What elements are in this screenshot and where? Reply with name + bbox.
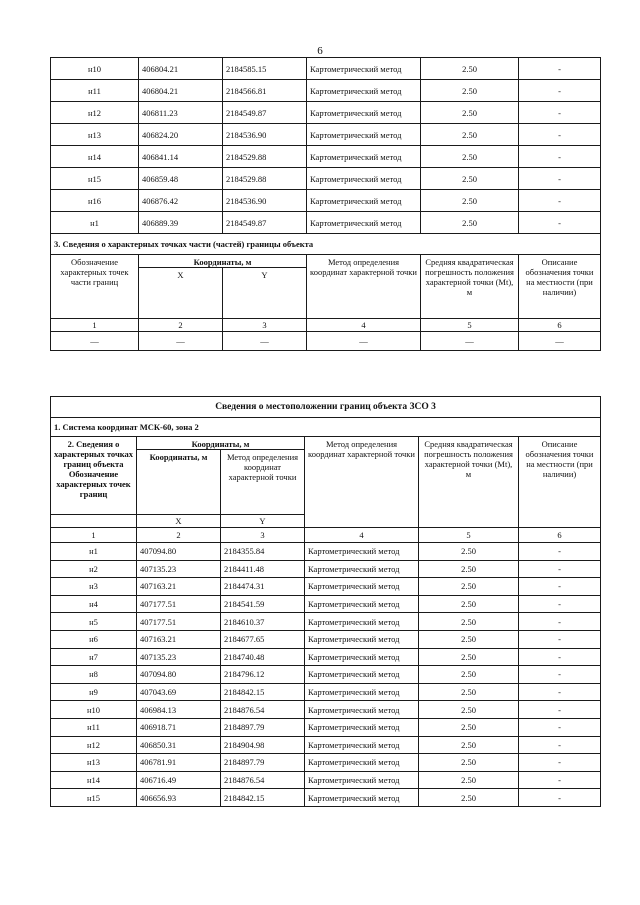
coord-y: 2184585.15 (223, 58, 307, 80)
description: - (519, 754, 601, 772)
accuracy: 2.50 (421, 168, 519, 190)
coord-y: 2184474.31 (221, 578, 305, 596)
point-designation: н14 (51, 146, 139, 168)
col-number: 2 (137, 528, 221, 543)
zso3-title: Сведения о местоположении границ объекта ЗСО 3 (51, 397, 601, 418)
table-row (51, 736, 601, 754)
table-row (51, 58, 601, 80)
method: Картометрический метод (307, 58, 421, 80)
coord-y: 2184842.15 (221, 789, 305, 807)
point-designation: н2 (51, 560, 137, 578)
header-section2: 2. Сведения о характерных точках границ объекта Обозначение характерных точек границ (51, 437, 137, 515)
header-x: X (137, 515, 221, 528)
col-number: 6 (519, 528, 601, 543)
header-coordinates: Координаты, м (137, 437, 305, 450)
coord-y: 2184529.88 (223, 168, 307, 190)
coord-x: 406811.23 (139, 102, 223, 124)
description: - (519, 666, 601, 684)
table-row (51, 683, 601, 701)
coord-y: 2184549.87 (223, 212, 307, 234)
header-y: Y (223, 268, 307, 319)
coordinate-system: 1. Система координат МСК-60, зона 2 (51, 418, 601, 437)
coord-x: 406859.48 (139, 168, 223, 190)
table-row (51, 630, 601, 648)
accuracy: 2.50 (419, 560, 519, 578)
coord-x: 407163.21 (137, 578, 221, 596)
col-number: 5 (421, 319, 519, 332)
method: Картометрический метод (305, 648, 419, 666)
point-designation: н15 (51, 168, 139, 190)
coord-x: 406876.42 (139, 190, 223, 212)
description: - (519, 168, 601, 190)
coord-y: 2184842.15 (221, 683, 305, 701)
header-description: Описание обозначения точки на местности (при наличии) (519, 437, 601, 528)
table-row (51, 718, 601, 736)
accuracy: 2.50 (421, 124, 519, 146)
description: - (519, 560, 601, 578)
accuracy: 2.50 (419, 754, 519, 772)
description: - (519, 736, 601, 754)
zso3-boundaries-table (50, 396, 601, 807)
accuracy: 2.50 (419, 666, 519, 684)
description: - (519, 648, 601, 666)
coord-y: 2184411.48 (221, 560, 305, 578)
method: Картометрический метод (307, 80, 421, 102)
point-designation: н1 (51, 212, 139, 234)
coord-x: 407043.69 (137, 683, 221, 701)
header-method: Метод определения координат характерной точки (305, 437, 419, 528)
coord-x: 407094.80 (137, 543, 221, 561)
empty-cell: — (307, 332, 421, 351)
coord-x: 406716.49 (137, 771, 221, 789)
header-method: Метод определения координат характерной точки (307, 255, 421, 319)
point-designation: н9 (51, 683, 137, 701)
method: Картометрический метод (305, 666, 419, 684)
coord-x: 407177.51 (137, 613, 221, 631)
description: - (519, 58, 601, 80)
col-number: 4 (305, 528, 419, 543)
method: Картометрический метод (305, 543, 419, 561)
point-designation: н7 (51, 648, 137, 666)
section3-title: 3. Сведения о характерных точках части (частей) границы объекта (51, 234, 601, 255)
coord-y: 2184566.81 (223, 80, 307, 102)
coord-y: 2184904.98 (221, 736, 305, 754)
accuracy: 2.50 (421, 58, 519, 80)
method: Картометрический метод (305, 771, 419, 789)
header-description: Описание обозначения точки на местности (при наличии) (519, 255, 601, 319)
coord-y: 2184740.48 (221, 648, 305, 666)
header-x: X (139, 268, 223, 319)
coord-x: 406656.93 (137, 789, 221, 807)
description: - (519, 578, 601, 596)
method: Картометрический метод (307, 168, 421, 190)
coord-x: 406804.21 (139, 80, 223, 102)
table-row (51, 212, 601, 234)
coord-x: 407094.80 (137, 666, 221, 684)
accuracy: 2.50 (419, 630, 519, 648)
point-designation: н11 (51, 80, 139, 102)
coord-x: 406841.14 (139, 146, 223, 168)
table-row (51, 560, 601, 578)
method: Картометрический метод (305, 683, 419, 701)
method: Картометрический метод (305, 613, 419, 631)
point-designation: н11 (51, 718, 137, 736)
accuracy: 2.50 (419, 543, 519, 561)
description: - (519, 630, 601, 648)
header-method-sub: Метод определения координат характерной точки (221, 450, 305, 515)
coord-y: 2184677.65 (221, 630, 305, 648)
coord-y: 2184610.37 (221, 613, 305, 631)
col-number: 3 (223, 319, 307, 332)
accuracy: 2.50 (421, 212, 519, 234)
accuracy: 2.50 (419, 648, 519, 666)
col-number: 1 (51, 528, 137, 543)
table-row (51, 190, 601, 212)
description: - (519, 212, 601, 234)
col-number: 4 (307, 319, 421, 332)
point-designation: н6 (51, 630, 137, 648)
coord-x: 406781.91 (137, 754, 221, 772)
table-row (51, 543, 601, 561)
description: - (519, 190, 601, 212)
coord-x: 406918.71 (137, 718, 221, 736)
table-row (51, 168, 601, 190)
coord-x: 407163.21 (137, 630, 221, 648)
header-blank (51, 515, 137, 528)
col-number: 5 (419, 528, 519, 543)
description: - (519, 718, 601, 736)
coord-y: 2184529.88 (223, 146, 307, 168)
table-row (51, 754, 601, 772)
header-accuracy: Средняя квадратическая погрешность положения характерной точки (Mt), м (421, 255, 519, 319)
method: Картометрический метод (305, 595, 419, 613)
header-coordinates: Координаты, м (139, 255, 307, 268)
table-row (51, 701, 601, 719)
coord-y: 2184536.90 (223, 124, 307, 146)
description: - (519, 771, 601, 789)
coord-y: 2184541.59 (221, 595, 305, 613)
table-row (51, 666, 601, 684)
point-designation: н12 (51, 736, 137, 754)
coord-y: 2184897.79 (221, 718, 305, 736)
table-row (51, 613, 601, 631)
coord-y: 2184876.54 (221, 701, 305, 719)
point-designation: н12 (51, 102, 139, 124)
empty-cell: — (51, 332, 139, 351)
method: Картометрический метод (307, 146, 421, 168)
description: - (519, 789, 601, 807)
table-row (51, 102, 601, 124)
coord-y: 2184876.54 (221, 771, 305, 789)
table-row (51, 771, 601, 789)
method: Картометрический метод (305, 701, 419, 719)
point-designation: н1 (51, 543, 137, 561)
empty-cell: — (519, 332, 601, 351)
method: Картометрический метод (305, 560, 419, 578)
empty-cell: — (421, 332, 519, 351)
description: - (519, 124, 601, 146)
col-number: 2 (139, 319, 223, 332)
description: - (519, 80, 601, 102)
coord-x: 407135.23 (137, 560, 221, 578)
coord-x: 406984.13 (137, 701, 221, 719)
accuracy: 2.50 (421, 80, 519, 102)
accuracy: 2.50 (419, 789, 519, 807)
table-row (51, 578, 601, 596)
table-row (51, 648, 601, 666)
accuracy: 2.50 (419, 613, 519, 631)
method: Картометрический метод (305, 754, 419, 772)
coord-y: 2184796.12 (221, 666, 305, 684)
table-row (51, 80, 601, 102)
col-number: 6 (519, 319, 601, 332)
point-designation: н4 (51, 595, 137, 613)
coord-y: 2184897.79 (221, 754, 305, 772)
point-designation: н10 (51, 701, 137, 719)
method: Картометрический метод (307, 124, 421, 146)
col-number: 3 (221, 528, 305, 543)
empty-cell: — (223, 332, 307, 351)
coord-x: 406804.21 (139, 58, 223, 80)
accuracy: 2.50 (421, 190, 519, 212)
method: Картометрический метод (305, 578, 419, 596)
coord-x: 406824.20 (139, 124, 223, 146)
accuracy: 2.50 (419, 736, 519, 754)
method: Картометрический метод (307, 102, 421, 124)
point-designation: н3 (51, 578, 137, 596)
header-coordinates-sub: Координаты, м (137, 450, 221, 515)
table-row (51, 146, 601, 168)
col-number: 1 (51, 319, 139, 332)
header-designation: Обозначение характерных точек части границ (51, 255, 139, 319)
accuracy: 2.50 (419, 578, 519, 596)
point-designation: н14 (51, 771, 137, 789)
accuracy: 2.50 (419, 718, 519, 736)
method: Картометрический метод (307, 212, 421, 234)
accuracy: 2.50 (419, 595, 519, 613)
coord-x: 406889.39 (139, 212, 223, 234)
coord-y: 2184536.90 (223, 190, 307, 212)
point-designation: н15 (51, 789, 137, 807)
method: Картометрический метод (305, 718, 419, 736)
header-y: Y (221, 515, 305, 528)
table-row (51, 789, 601, 807)
accuracy: 2.50 (421, 146, 519, 168)
method: Картометрический метод (305, 789, 419, 807)
accuracy: 2.50 (419, 771, 519, 789)
point-designation: н8 (51, 666, 137, 684)
method: Картометрический метод (307, 190, 421, 212)
point-designation: н5 (51, 613, 137, 631)
description: - (519, 701, 601, 719)
point-designation: н10 (51, 58, 139, 80)
accuracy: 2.50 (421, 102, 519, 124)
description: - (519, 595, 601, 613)
description: - (519, 613, 601, 631)
coord-y: 2184549.87 (223, 102, 307, 124)
page-number: 6 (317, 45, 323, 57)
coord-y: 2184355.84 (221, 543, 305, 561)
accuracy: 2.50 (419, 683, 519, 701)
header-accuracy: Средняя квадратическая погрешность положения характерной точки (Mt), м (419, 437, 519, 528)
description: - (519, 146, 601, 168)
point-designation: н16 (51, 190, 139, 212)
method: Картометрический метод (305, 630, 419, 648)
point-designation: н13 (51, 754, 137, 772)
coord-x: 407177.51 (137, 595, 221, 613)
empty-cell: — (139, 332, 223, 351)
table-row (51, 124, 601, 146)
coord-x: 407135.23 (137, 648, 221, 666)
coord-x: 406850.31 (137, 736, 221, 754)
point-designation: н13 (51, 124, 139, 146)
method: Картометрический метод (305, 736, 419, 754)
description: - (519, 543, 601, 561)
description: - (519, 102, 601, 124)
description: - (519, 683, 601, 701)
accuracy: 2.50 (419, 701, 519, 719)
table-row (51, 595, 601, 613)
boundary-points-table-continued (50, 57, 601, 351)
